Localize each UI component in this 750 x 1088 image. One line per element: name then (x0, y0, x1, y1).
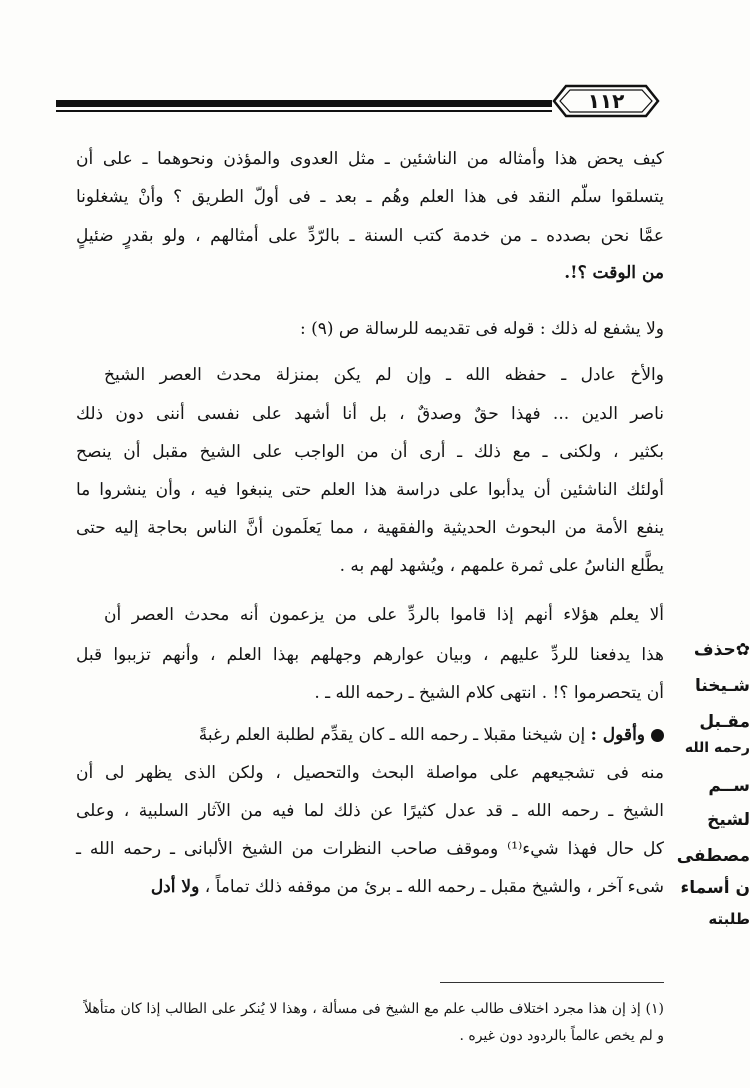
text-run: إن شيخنا مقبلا ـ رحمه الله ـ كان يقدِّم لطلبة العلم رغبةً (198, 725, 586, 745)
text-run: شىء آخر ، والشيخ مقبل ـ رحمه الله ـ برئ من موقفه ذلك تماماً ، (204, 877, 664, 897)
text-line: كيف يحض هذا وأمثاله من الناشئين ـ مثل العدوى والمؤذن ونحوهما ـ على أن (76, 149, 664, 169)
side-note: رحمه الله (684, 740, 750, 756)
text-line (76, 718, 664, 752)
side-note: مصطفى (676, 846, 750, 866)
quote-line: يطَّلع الناسُ على ثمرة علمهم ، ويُشهد لهم به . (339, 556, 664, 576)
text-line: عمَّا نحن بصدده ـ من خدمة كتب السنة ـ بالرّدِّ على أمثالهم ، ولو بقدرٍ ضئيلٍ (76, 226, 664, 246)
quote-line: والأخ عادل ـ حفظه الله ـ وإن لم يكن بمنزلة محدث العصر الشيخ (104, 365, 664, 385)
page-number: ١١٢ (587, 89, 625, 113)
side-note: ن أسماء (680, 878, 750, 898)
quote-line: ناصر الدين ... فهذا حقٌ وصدقٌ ، بل أنا أشهد على نفسى أننى دون ذلك (76, 404, 664, 424)
text-line: الشيخ ـ رحمه الله ـ قد عدل كثيرًا عن ذلك لما فيه من الآثار السلبية ، وعلى (76, 801, 664, 821)
lead-bold: وأقول : (590, 725, 645, 745)
side-note: شـيخنا (694, 676, 750, 696)
quote-line: أولئك الناشئين أن يدأبوا على دراسة هذا العلم حتى ينبغوا فيه ، وأن ينشروا ما (76, 480, 664, 500)
footnote-rule (440, 982, 664, 983)
bold-run: ولا أدل (150, 877, 200, 897)
text-line: أن يتحصرموا ؟! . انتهى كلام الشيخ ـ رحمه الله ـ . (314, 683, 664, 703)
text-line: كل حال فهذا شيء⁽¹⁾ وموقف صاحب النظرات من الشيخ الألبانى ـ رحمه الله ـ (76, 839, 664, 859)
text-line: منه فى تشجيعهم على مواصلة البحث والتحصيل ، ولكن الذى يظهر لى أن (76, 763, 664, 783)
side-note: طلبته (708, 910, 750, 928)
text-line (76, 870, 664, 904)
side-note: لشيخ (707, 810, 750, 830)
quote-line: ينفع الأمة من البحوث الحديثية والفقهية ، مما يَعلَمون أنَّ الناس بحاجة إليه حتى (76, 518, 664, 538)
intro-line: ولا يشفع له ذلك : قوله فى تقديمه للرسالة ص (٩) : (299, 319, 664, 339)
side-note: ✿حذف (693, 640, 750, 660)
text-line: من الوقت ؟!. (564, 263, 664, 283)
text-line: ألا يعلم هؤلاء أنهم إذا قاموا بالردِّ على من يزعمون أنه محدث العصر أن (104, 605, 664, 625)
text-line: هذا يدفعنا للردِّ عليهم ، وبيان عوارهم وجهلهم بهذا العلم ، وأنهم تزببوا قبل (76, 645, 664, 665)
footnote: (١) إذ إن هذا مجرد اختلاف طالب علم مع الشيخ فى مسألة ، وهذا لا يُنكر على الطالب إذا كان متأهلاً و لم يخص عالماً بالردود دون غيره . (84, 1001, 664, 1044)
header-rule (56, 100, 552, 107)
side-note: مقـبل (699, 712, 750, 732)
text-line: يتسلقوا سلّم النقد فى هذا العلم وهُم ـ بعد ـ فى أولّ الطريق ؟ وأنْ يشغلونا (76, 187, 664, 207)
quote-line: بكثير ، ولكنى ـ مع ذلك ـ أرى أن من الواجب على الشيخ مقبل أن ينصح (76, 442, 664, 462)
bullet-icon (651, 729, 664, 742)
header-rule-thin (56, 110, 552, 112)
side-note: ســم (708, 776, 750, 796)
page-number-badge (552, 80, 660, 122)
